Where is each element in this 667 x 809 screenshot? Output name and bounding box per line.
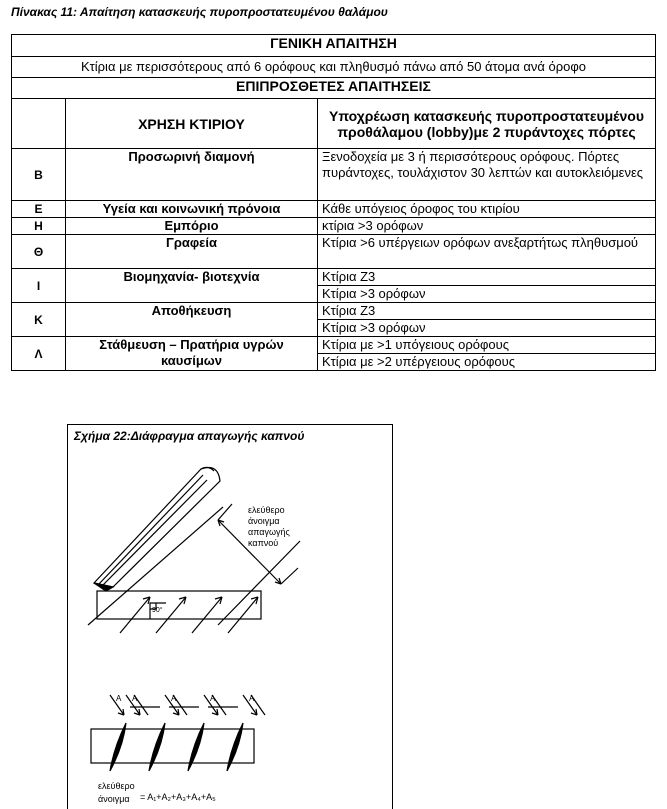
requirement-cell: κτίρια >3 ορόφων <box>318 218 656 235</box>
additional-requirements-header: ΕΠΙΠΡΟΣΘΕΤΕΣ ΑΠΑΙΤΗΣΕΙΣ <box>12 78 656 99</box>
use-cell: Αποθήκευση <box>66 303 318 337</box>
general-requirement-header: ΓΕΝΙΚΗ ΑΠΑΙΤΗΣΗ <box>12 35 656 57</box>
a-label-3: A <box>210 694 216 703</box>
category-cell: Β <box>12 149 66 201</box>
table-row <box>12 149 656 201</box>
bottom-opening-label-1: ελεύθερο <box>98 781 135 791</box>
angle-label: 90° <box>152 607 163 614</box>
table-caption: Πίνακας 11: Απαίτηση κατασκευής πυροπροστατευμένου θαλάμου <box>11 5 388 19</box>
use-cell: Στάθμευση – Πρατήρια υγρών καυσίμων <box>66 337 318 371</box>
opening-formula: = A₁+A₂+A₃+A₄+A₅ <box>140 792 216 802</box>
requirement-cell: Κτίρια >3 ορόφων <box>318 286 656 303</box>
a-label-2: A <box>171 694 177 703</box>
table-row <box>12 218 656 235</box>
a-label-4: A <box>249 694 255 703</box>
table-row <box>12 337 656 354</box>
table-row <box>12 201 656 218</box>
use-column-header: ΧΡΗΣΗ ΚΤΙΡΙΟΥ <box>66 99 318 149</box>
requirement-cell: Κτίρια με >2 υπέργειους ορόφους <box>318 354 656 371</box>
smoke-vent-diagram <box>68 425 392 809</box>
category-cell: Η <box>12 218 66 235</box>
requirement-cell: Κτίρια >6 υπέργειων ορόφων ανεξαρτήτως πληθυσμού <box>318 235 656 269</box>
table-row <box>12 303 656 320</box>
free-opening-label-1: ελεύθερο <box>248 505 285 515</box>
free-opening-label-3: απαγωγής <box>248 527 290 537</box>
use-cell: Προσωρινή διαμονή <box>66 149 318 201</box>
requirement-cell: Κάθε υπόγειος όροφος του κτιρίου <box>318 201 656 218</box>
requirement-cell: Κτίρια Ζ3 <box>318 303 656 320</box>
use-cell: Βιομηχανία- βιοτεχνία <box>66 269 318 303</box>
free-opening-label-2: άνοιγμα <box>248 516 280 526</box>
use-cell: Εμπόριο <box>66 218 318 235</box>
general-requirement-text: Κτίρια με περισσότερους από 6 ορόφους και πληθυσμό πάνω από 50 άτομα ανά όροφο <box>12 57 656 78</box>
requirement-cell: Κτίρια >3 ορόφων <box>318 320 656 337</box>
requirement-cell: Κτίρια Ζ3 <box>318 269 656 286</box>
category-cell: Κ <box>12 303 66 337</box>
a-label-1: A <box>132 694 138 703</box>
category-cell: Θ <box>12 235 66 269</box>
category-cell: Λ <box>12 337 66 371</box>
figure-caption: Σχήμα 22:Διάφραγμα απαγωγής καπνού <box>74 429 305 443</box>
category-header-cell <box>12 99 66 149</box>
bottom-opening-label-2: άνοιγμα <box>98 794 130 804</box>
obligation-column-header: Υποχρέωση κατασκευής πυροπροστατευμένου προθάλαμου (lobby)με 2 πυράντοχες πόρτες <box>318 99 656 149</box>
smoke-vent-figure <box>67 424 393 809</box>
requirements-table <box>11 34 656 371</box>
requirement-cell: Ξενοδοχεία με 3 ή περισσότερους ορόφους. Πόρτες πυράντοχες, τουλάχιστον 30 λεπτών και αυτοκλειόμενες <box>318 149 656 201</box>
use-cell: Υγεία και κοινωνική πρόνοια <box>66 201 318 218</box>
category-cell: Ε <box>12 201 66 218</box>
free-opening-label-4: καπνού <box>248 538 279 548</box>
category-cell: Ι <box>12 269 66 303</box>
use-cell: Γραφεία <box>66 235 318 269</box>
requirement-cell: Κτίρια με >1 υπόγειους ορόφους <box>318 337 656 354</box>
table-row <box>12 235 656 269</box>
table-row <box>12 269 656 286</box>
a-label-5: A <box>116 694 122 703</box>
